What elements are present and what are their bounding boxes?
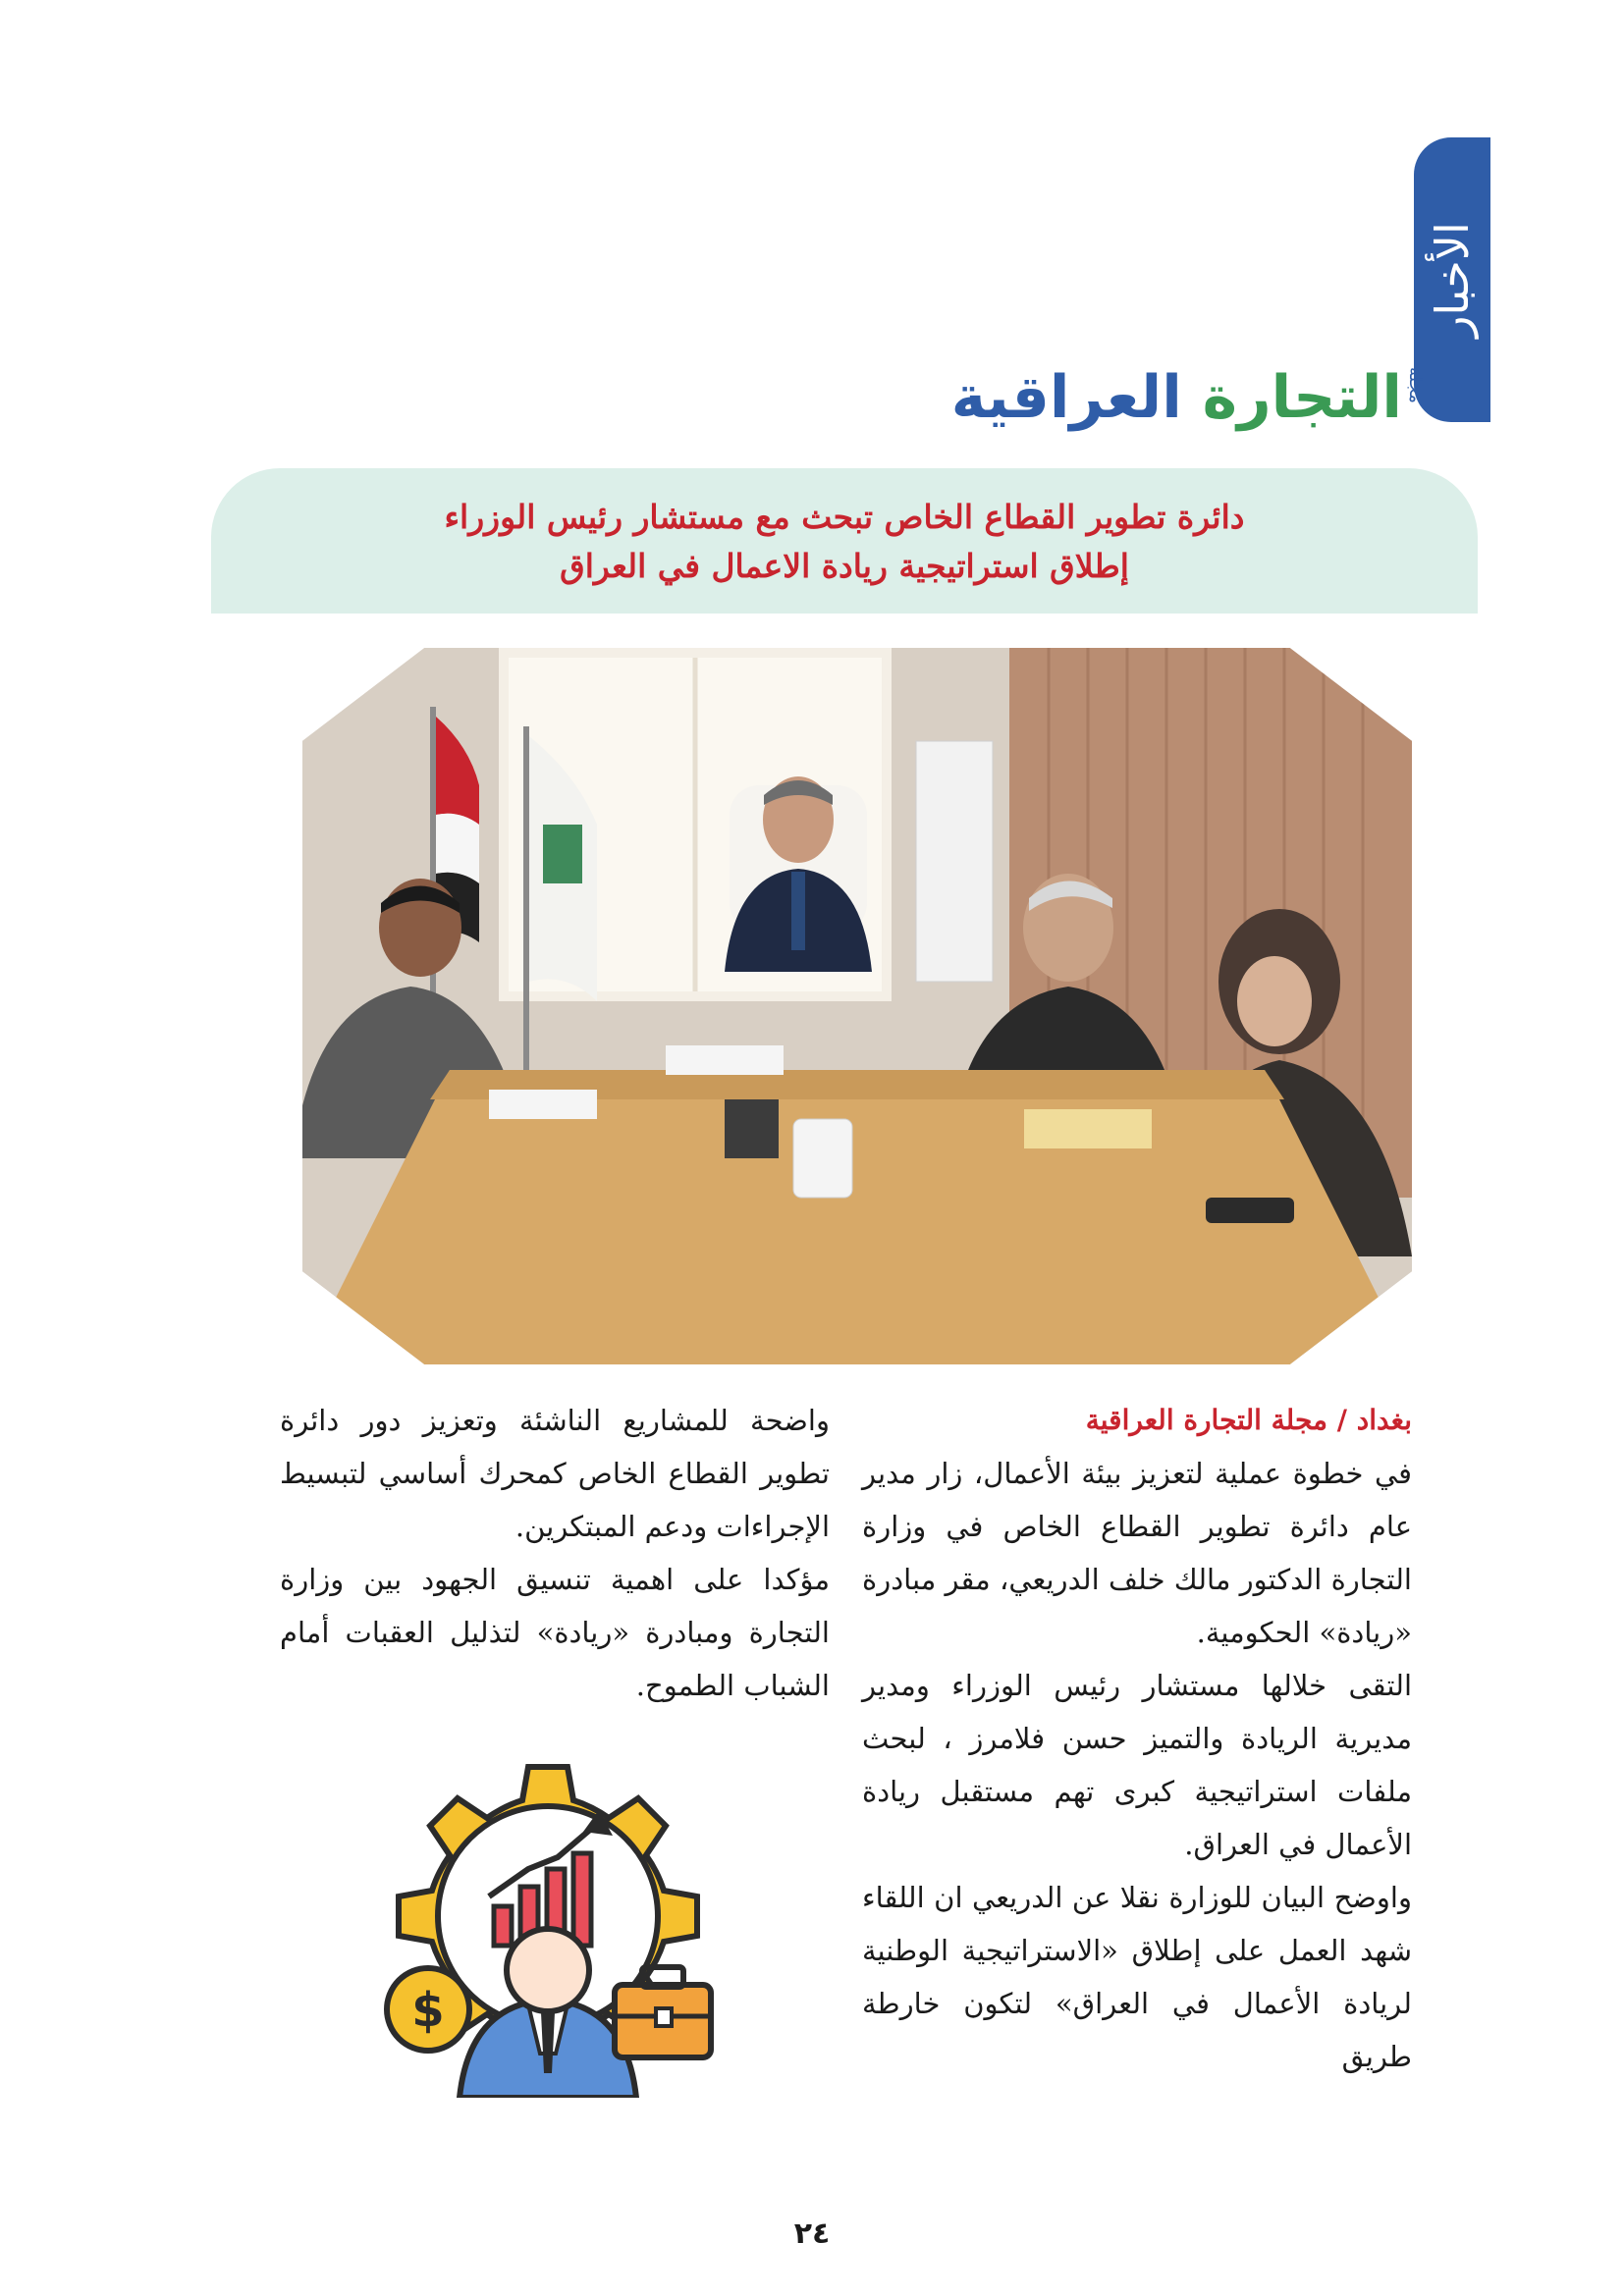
page-number: ٢٤ (793, 2216, 831, 2251)
article-title-line1: دائرة تطوير القطاع الخاص تبحث مع مستشار رئيس الوزراء (444, 498, 1245, 536)
article-byline: بغداد / مجلة التجارة العراقية (1085, 1404, 1412, 1436)
logo-accent-word: التجارة (1202, 363, 1402, 432)
meeting-photo-drawing (302, 648, 1412, 1364)
article-title-banner (211, 468, 1478, 614)
article-paragraph: التقى خلالها مستشار رئيس الوزراء ومدير مديرية الريادة والتميز حسن فلامرز ، لبحث ملفات استراتيجية كبرى تهم مستقبل ريادة الأعمال في العراق. (862, 1669, 1412, 1861)
business-growth-icon (381, 1759, 715, 2098)
section-tab-label: الأخبار (1426, 222, 1479, 338)
magazine-logo (950, 353, 1426, 442)
article-paragraph: واوضح البيان للوزارة نقلا عن الدريعي ان اللقاء شهد العمل على إطلاق «الاستراتيجية الوطنية لريادة الأعمال في العراق» لتكون خارطة طريق (862, 1881, 1412, 2073)
logo-small-text: مجلة (1405, 367, 1426, 403)
logo-rest-word: العراقية (950, 363, 1203, 432)
article-paragraph: مؤكدا على اهمية تنسيق الجهود بين وزارة التجارة ومبادرة «ريادة» لتذليل العقبات أمام الشباب الطموح. (280, 1563, 830, 1702)
article-title-line2: إطلاق استراتيجية ريادة الاعمال في العراق (560, 547, 1129, 585)
article-paragraph: واضحة للمشاريع الناشئة وتعزيز دور دائرة تطوير القطاع الخاص كمحرك أساسي لتبسيط الإجراءات ودعم المبتكرين. (280, 1404, 830, 1543)
logo-main-text (951, 353, 1402, 442)
article-column-left (280, 1394, 830, 1712)
article-paragraph: في خطوة عملية لتعزيز بيئة الأعمال، زار مدير عام دائرة تطوير القطاع الخاص في وزارة التجارة الدكتور مالك خلف الدريعي، مقر مبادرة «ريادة» الحكومية. (862, 1457, 1412, 1649)
article-column-right (862, 1394, 1412, 2083)
svg-text:$: $ (411, 1983, 445, 2038)
meeting-photo (302, 648, 1412, 1364)
